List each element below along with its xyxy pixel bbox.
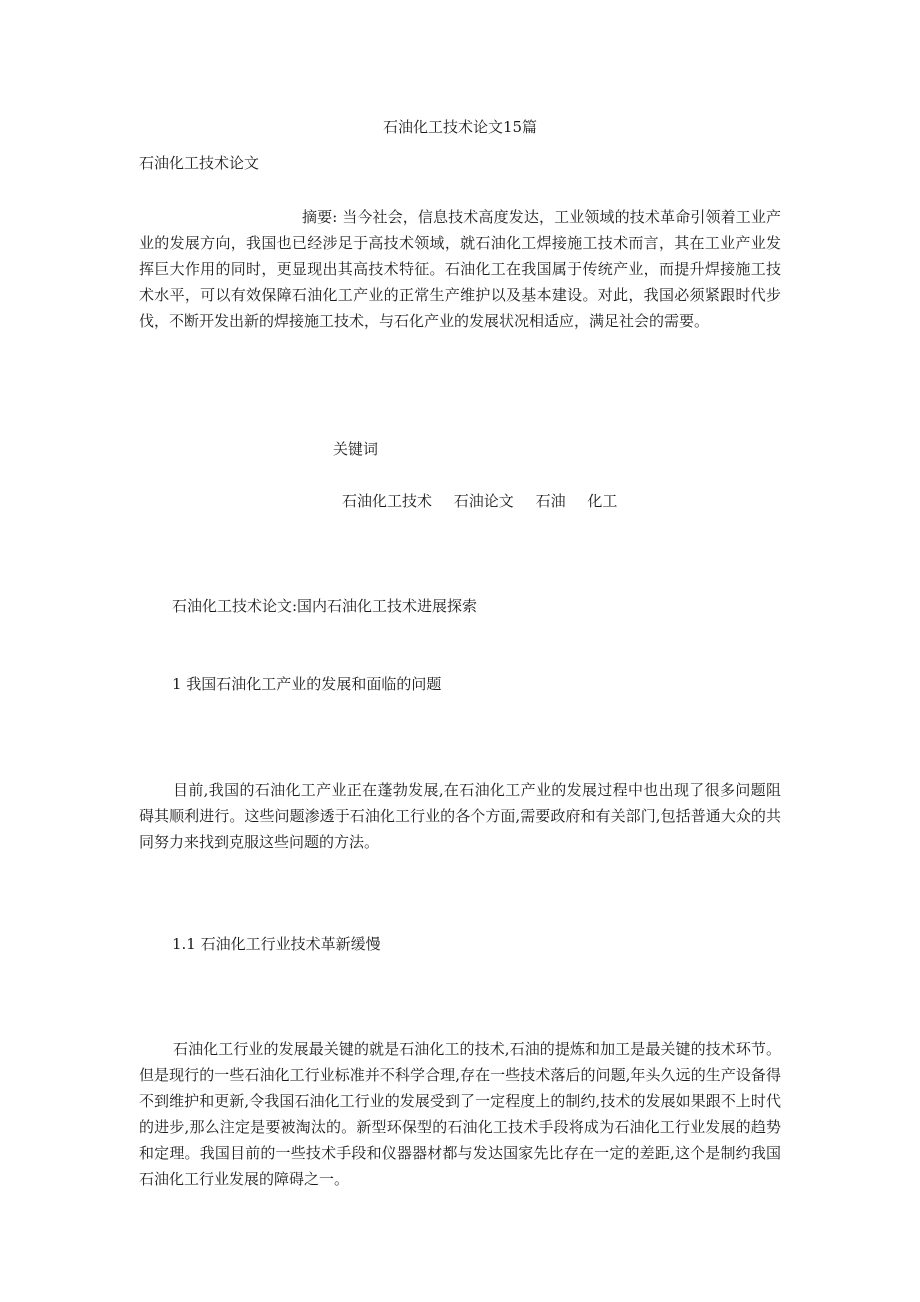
- body-paragraph: 石油化工行业的发展最关键的就是石油化工的技术,石油的提炼和加工是最关键的技术环节。但是现行的一些石油化工行业标准并不科学合理,存在一些技术落后的问题,年头久远的生产设备得不到维护和更新,令我国石油化工行业的发展受到了一定程度上的制约,技术的发展如果跟不上时代的进步,那么注定是要被淘汰的。新型环保型的石油化工技术手段将成为石油化工行业发展的趋势和定理。我国目前的一些技术手段和仪器器材都与发达国家先比存在一定的差距,这个是制约我国石油化工行业发展的障碍之一。: [139, 1040, 781, 1188]
- keywords-label: 关键词: [333, 440, 379, 458]
- heading-1: 1 我国石油化工产业的发展和面临的问题: [172, 675, 442, 693]
- body-paragraph: 目前,我国的石油化工产业正在蓬勃发展,在石油化工产业的发展过程中也出现了很多问题阻碍其顺利进行。这些问题渗透于石油化工行业的各个方面,需要政府和有关部门,包括普通大众的共同努力来找到克服这些问题的方法。: [139, 781, 781, 851]
- keyword-item: 石油论文: [453, 492, 514, 510]
- document-subtitle: 石油化工技术论文: [139, 154, 260, 172]
- keywords-list: [342, 488, 617, 514]
- document-title: 石油化工技术论文15篇: [382, 118, 538, 136]
- keyword-item: 化工: [587, 492, 618, 510]
- section-title: 石油化工技术论文:国内石油化工技术进展探索: [172, 597, 478, 615]
- keyword-item: 石油: [535, 492, 566, 510]
- keyword-item: 石油化工技术: [342, 492, 433, 510]
- heading-1-1: 1.1 石油化工行业技术革新缓慢: [172, 935, 381, 953]
- abstract-paragraph: 摘要: 当今社会，信息技术高度发达，工业领域的技术革命引领着工业产业的发展方向，我国也已经涉足于高技术领域，就石油化工焊接施工技术而言，其在工业产业发挥巨大作用的同时，更显现出其高技术特征。石油化工在我国属于传统产业，而提升焊接施工技术水平，可以有效保障石油化工产业的正常生产维护以及基本建设。对此，我国必须紧跟时代步伐，不断开发出新的焊接施工技术，与石化产业的发展状况相适应，满足社会的需要。: [139, 208, 781, 330]
